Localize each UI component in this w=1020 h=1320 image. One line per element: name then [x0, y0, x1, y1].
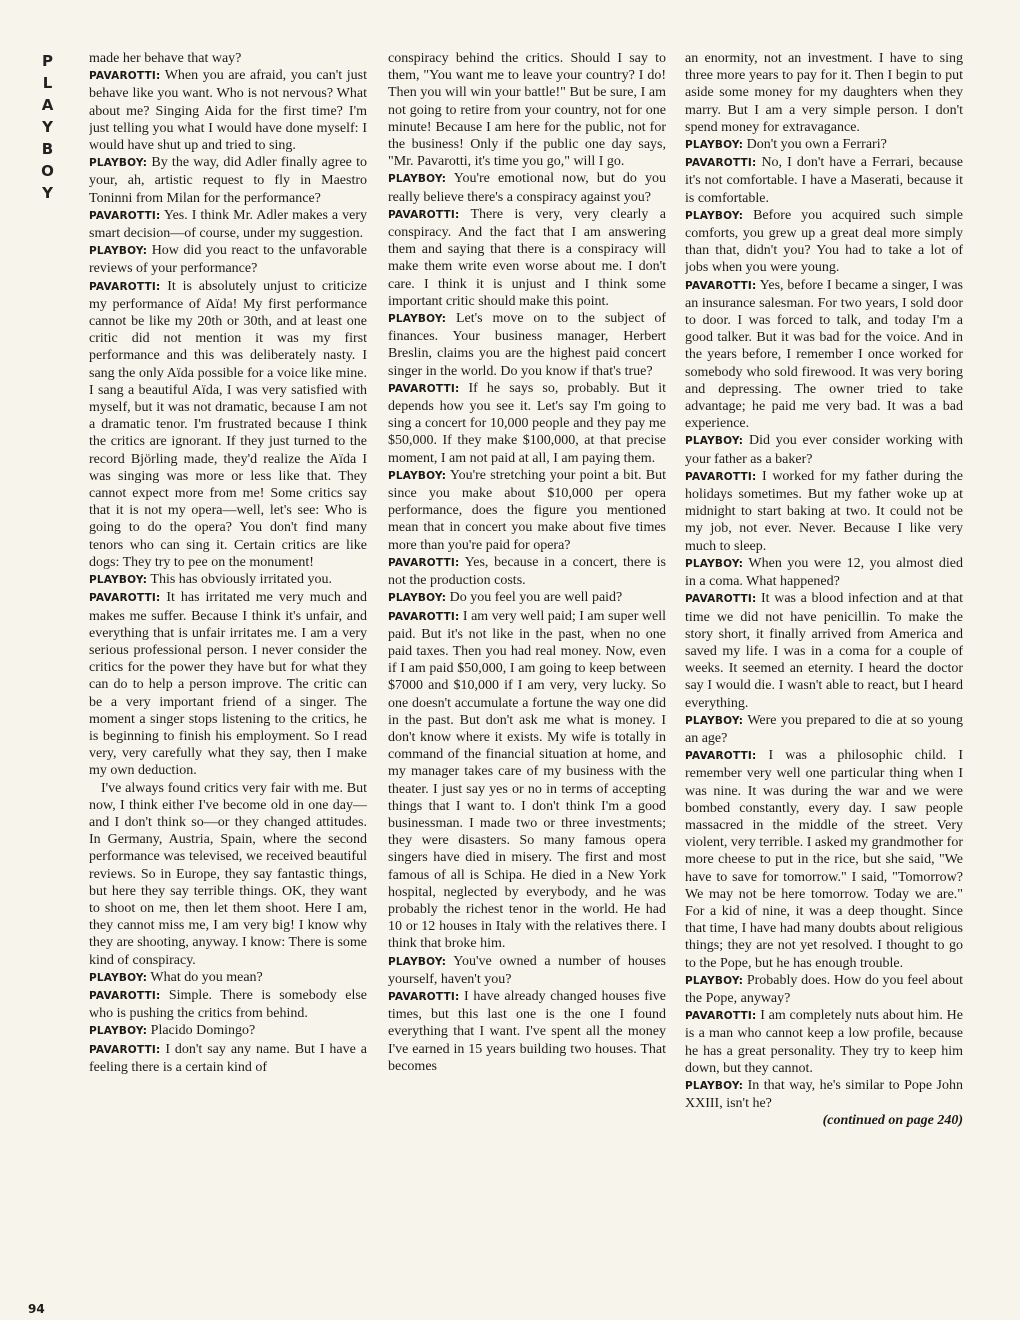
speaker-label: PAVAROTTI:: [685, 157, 757, 170]
paragraph-text: Let's move on to the subject of finances. Your business manager, Herbert Breslin, claims you are the highest paid concert singer in the world. Do you know if that's true?: [388, 311, 666, 379]
interview-paragraph: [89, 987, 367, 1022]
speaker-label: PLAYBOY:: [89, 971, 148, 984]
interview-paragraph: [685, 207, 963, 277]
paragraph-text: In that way, he's similar to Pope John XXIII, isn't he?: [685, 1077, 963, 1112]
speaker-label: PLAYBOY:: [89, 1025, 148, 1038]
speaker-label: PLAYBOY:: [685, 557, 744, 570]
speaker-label: PLAYBOY:: [388, 313, 447, 326]
interview-paragraph: [388, 554, 666, 589]
side-label-letter: Y: [42, 184, 54, 202]
paragraph-text: Yes. I think Mr. Adler makes a very smart decision—of course, under my suggestion.: [89, 207, 367, 242]
page-number: 94: [28, 1302, 45, 1316]
speaker-label: PLAYBOY:: [685, 1079, 744, 1092]
speaker-label: PAVAROTTI:: [685, 279, 757, 292]
interview-paragraph: [89, 242, 367, 277]
paragraph-text: This has obviously irritated you.: [150, 572, 332, 588]
paragraph-text: Yes, because in a concert, there is not the production costs.: [388, 554, 666, 589]
paragraph-text: conspiracy behind the critics. Should I say to them, "You want me to leave your country? I do! Then you will win your battle!" But be sure, I am not going to retire from your country, not for one minute! Because I am here for the public, not for the business! Only if the public one day says, "Mr. Pavarotti, it's time you go," will I go.: [388, 51, 666, 170]
speaker-label: PLAYBOY:: [685, 974, 744, 987]
side-label-letter: A: [41, 96, 55, 114]
speaker-label: PLAYBOY:: [685, 209, 744, 222]
interview-paragraph: [388, 310, 666, 380]
interview-paragraph: [388, 170, 666, 205]
paragraph-text: Don't you own a Ferrari?: [746, 137, 887, 153]
speaker-label: PLAYBOY:: [89, 245, 148, 258]
side-label-letter: O: [41, 162, 55, 180]
speaker-label: PAVAROTTI:: [685, 470, 757, 483]
interview-paragraph: [89, 278, 367, 571]
interview-paragraph: [388, 589, 666, 607]
speaker-label: PAVAROTTI:: [89, 592, 161, 605]
paragraph-text: It has irritated me very much and makes me suffer. Because I think it's unfair, and everything that is unfair irritates me. I am a very serious professional person. I never consider the critics for the power they have but for what they can do to help a person improve. The critic can be a very important friend of a singer. The moment a singer stops listening to the critics, he is beginning to finish his employment. So I read very, very carefully what they say, then I make my own deduction.: [89, 590, 367, 779]
paragraph-text: Do you feel you are well paid?: [449, 590, 623, 606]
side-label-letter: Y: [42, 118, 54, 136]
speaker-label: PAVAROTTI:: [89, 1043, 161, 1056]
interview-paragraph: [685, 712, 963, 747]
interview-paragraph: [89, 154, 367, 207]
interview-paragraph: [388, 50, 666, 170]
interview-paragraph: [89, 1041, 367, 1076]
paragraph-text: I've always found critics very fair with me. But now, I think either I've become old in one day—and I don't think so—or they changed attitudes. In Germany, Austria, Spain, where the second performance was televised, we received beautiful reviews. So in Europe, they say fantastic things, but here they say terrible things. OK, they want to shoot on me, then let them shoot. Here I am, they cannot miss me, I am very big! I know why they are shooting, anyway. I know: There is some kind of conspiracy.: [89, 780, 367, 968]
paragraph-text: What do you mean?: [150, 969, 263, 985]
paragraph-text: When you were 12, you almost died in a coma. What happened?: [685, 555, 963, 590]
paragraph-text: By the way, did Adler finally agree to your, ah, artistic request to fly in Maestro Toninni from Milan for the performance?: [89, 155, 367, 206]
interview-paragraph: [89, 780, 367, 969]
speaker-label: PLAYBOY:: [388, 173, 447, 186]
speaker-label: PAVAROTTI:: [388, 556, 460, 569]
interview-paragraph: [388, 380, 666, 467]
interview-paragraph: [685, 747, 963, 972]
interview-paragraph: [388, 467, 666, 554]
side-label-letter: P: [42, 52, 54, 70]
speaker-label: PAVAROTTI:: [685, 750, 757, 763]
side-label-letter: L: [42, 74, 54, 92]
speaker-label: PLAYBOY:: [685, 714, 744, 727]
speaker-label: PAVAROTTI:: [388, 208, 460, 221]
continuation-note: (continued on page 240): [822, 1113, 963, 1129]
paragraph-text: made her behave that way?: [89, 51, 242, 66]
interview-paragraph: [685, 972, 963, 1007]
paragraph-text: It is absolutely unjust to criticize my performance of Aïda! My first performance cannot be like my 20th or 30th, and at least one critic did not mention it was my first performance and this was deliberately nasty. I sang the only Aïda possible for a voice like mine. I sang a beautiful Aïda, I was very satisfied with myself, but it was not dramatic, because I am not a dramatic tenor. I'm frustrated because I think the critics are ignorant. If they just turned to the record Björling made, they'd realize the Aïda I was singing was more or less like that. They cannot expect more from me! Some critics say that it is not my opera—well, let's see: Who is going to do the opera? You don't find many tenors who can sing it. Certain critics are like dogs: They try to pee on the monument!: [89, 278, 367, 570]
paragraph-text: Before you acquired such simple comforts, you grew up a great deal more simply than that, didn't you? You had to take a lot of jobs when you were young.: [685, 207, 963, 276]
paragraph-text: I am completely nuts about him. He is a man who cannot keep a low profile, because he has a great personality. They try to keep him down, but they cannot.: [685, 1008, 963, 1076]
interview-paragraph: [89, 50, 367, 67]
speaker-label: PLAYBOY:: [388, 469, 447, 482]
speaker-label: PAVAROTTI:: [89, 280, 161, 293]
paragraph-text: There is very, very clearly a conspiracy. And the fact that I am answering them and saying that there is a conspiracy will make them write even worse about me. I don't care. I think it is unjust and I think some important critic should make this point.: [388, 206, 666, 309]
interview-paragraph: [685, 432, 963, 467]
paragraph-text: You're stretching your point a bit. But since you make about $10,000 per opera performance, does the figure you mentioned mean that in concert you make about five times more than you're paid for opera?: [388, 467, 666, 553]
paragraph-text: Were you prepared to die at so young an age?: [685, 712, 963, 746]
paragraph-text: If he says so, probably. But it depends how you see it. Let's say I'm going to sing a concert for 10,000 people and they pay me $50,000. If they make $100,000, at that precise moment, I am not paid at all, I am paying them.: [388, 380, 666, 466]
interview-paragraph: [685, 136, 963, 154]
paragraph-text: You've owned a number of houses yourself, haven't you?: [388, 953, 666, 987]
interview-paragraph: [89, 67, 367, 154]
interview-paragraph: [89, 1022, 367, 1040]
speaker-label: PAVAROTTI:: [685, 593, 757, 606]
paragraph-text: an enormity, not an investment. I have to sing three more years to pay for it. Then I begin to put aside some money for my daughters when they marry. But I am a very simple person. I don't spend money for extravagance.: [685, 51, 963, 135]
interview-paragraph: [388, 988, 666, 1075]
paragraph-text: Placido Domingo?: [150, 1023, 256, 1039]
paragraph-text: Probably does. How do you feel about the Pope, anyway?: [685, 972, 963, 1006]
speaker-label: PAVAROTTI:: [388, 990, 460, 1003]
speaker-label: PAVAROTTI:: [89, 70, 161, 83]
interview-paragraph: [388, 953, 666, 988]
interview-paragraph: [685, 1007, 963, 1077]
speaker-label: PLAYBOY:: [89, 157, 148, 170]
paragraph-text: No, I don't have a Ferrari, because it's not comfortable. I have a Maserati, because it is comfortable.: [685, 155, 963, 206]
interview-paragraph: [89, 207, 367, 242]
paragraph-text: How did you react to the unfavorable reviews of your performance?: [89, 243, 367, 277]
paragraph-text: When you are afraid, you can't just behave like you want. Who is not nervous? What about me? Singing Aida for the first time? I'm just telling you what I would have done myself: I would have shut up and tried to sing.: [89, 68, 367, 154]
interview-paragraph: [388, 608, 666, 953]
paragraph-text: I worked for my father during the holidays sometimes. But my father woke up at midnight to start baking at two. It could not be my job, not ever. Never. Because I like very much to sleep.: [685, 468, 963, 554]
speaker-label: PLAYBOY:: [685, 435, 744, 448]
interview-paragraph: [685, 277, 963, 433]
interview-paragraph: [685, 555, 963, 590]
side-label-letter: B: [41, 140, 55, 158]
text-column-2: [388, 50, 666, 1312]
interview-paragraph: [685, 154, 963, 207]
paragraph-text: I was a philosophic child. I remember very well one particular thing when I was nine. It was during the war and we were bombed constantly, every day. I saw people massacred in the middle of the street. Very violent, very terrible. I asked my grandmother for more cheese to put in the rice, but she said, "We have to save for tomorrow." I said, "Tomorrow? We may not be here tomorrow. Today we are." For a kid of nine, it was a deep thought. Since that time, I have had many doubts about religious things; they are not yet resolved. I thought to go to the Pope, but he has enough trouble.: [685, 748, 963, 971]
speaker-label: PAVAROTTI:: [89, 989, 161, 1002]
interview-paragraph: [685, 468, 963, 555]
paragraph-text: Did you ever consider working with your father as a baker?: [685, 433, 963, 467]
speaker-label: PLAYBOY:: [388, 955, 447, 968]
speaker-label: PLAYBOY:: [89, 574, 148, 587]
interview-paragraph: [388, 206, 666, 310]
paragraph-text: I don't say any name. But I have a feeling there is a certain kind of: [89, 1041, 367, 1075]
speaker-label: PAVAROTTI:: [89, 209, 161, 222]
paragraph-text: Yes, before I became a singer, I was an insurance salesman. For two years, I sold door to door. I was forced to talk, and today I'm a good talker. But it was bad for the voice. And in the years before, I remember I once worked for somebody who sold firewood. It was very boring and depressing. The owner tried to take advantage; he paid me very bad. It was a bad experience.: [685, 277, 963, 432]
paragraph-text: Simple. There is somebody else who is pushing the critics from behind.: [89, 987, 367, 1022]
text-column-3: [685, 50, 963, 1312]
paragraph-text: I am very well paid; I am super well paid. But it's not like in the past, when no one paid taxes. Then you had real money. Now, even if I am paid $50,000, I am going to keep between $7000 and $10,000 if I am very, very lucky. So one doesn't accumulate a fortune the way one did in the past. But don't ask me what is money. I don't know where it exists. My wife is totally in command of the financial situation at home, and my manager takes care of my business with the theater. I just say yes or no in terms of accepting things that I want to. I don't think I'm a good businessman. I made two or three investments; they were disasters. So many famous opera singers have died in misery. The first and most famous of all is Schipa. He died in a New York hospital, neglected by everybody, and he was probably the richest tenor in the world. He had 10 or 12 houses in Italy with the relatives there. I think that broke him.: [388, 608, 666, 952]
speaker-label: PLAYBOY:: [685, 139, 744, 152]
speaker-label: PAVAROTTI:: [685, 1010, 757, 1023]
interview-paragraph: [685, 590, 963, 711]
interview-paragraph: [685, 50, 963, 136]
interview-paragraph: [89, 589, 367, 779]
paragraph-text: You're emotional now, but do you really believe there's a conspiracy against you?: [388, 171, 666, 205]
interview-paragraph: [89, 571, 367, 589]
paragraph-text: It was a blood infection and at that time we did not have penicillin. To make the story short, it finally arrived from America and saved my life. I was in a coma for a couple of weeks. It seemed an eternity. I heard the doctor say I would die. I wasn't able to react, but I heard everything.: [685, 591, 963, 711]
speaker-label: PAVAROTTI:: [388, 382, 460, 395]
interview-paragraph: [685, 1077, 963, 1112]
magazine-side-label: [34, 50, 62, 204]
paragraph-text: I have already changed houses five times, but this last one is the one I found everything that I want. I've spent all the money I've earned in 15 years building two houses. That becomes: [388, 988, 666, 1074]
speaker-label: PLAYBOY:: [388, 592, 447, 605]
speaker-label: PAVAROTTI:: [388, 610, 460, 623]
interview-paragraph: [89, 969, 367, 987]
text-column-1: [89, 50, 367, 1312]
